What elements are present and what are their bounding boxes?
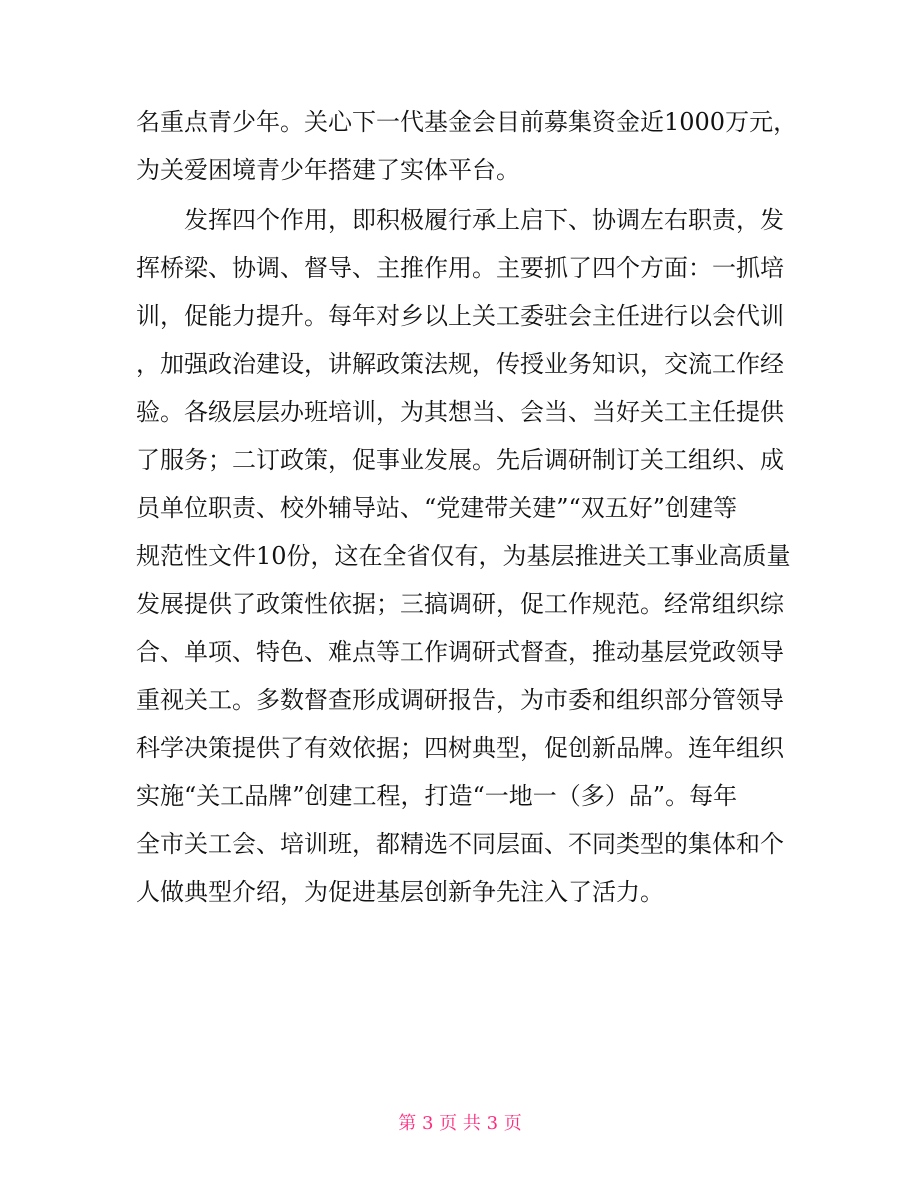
text-line-13-content: 重视关工。多数督查形成调研报告，为市委和组织部分管领导 [136, 686, 784, 714]
text-line-8 [0, 440, 920, 480]
text-line-11 [0, 584, 920, 624]
text-line-14 [0, 728, 920, 768]
text-line-13 [0, 680, 920, 720]
text-line-17-content: 人做典型介绍，为促进基层创新争先注入了活力。 [136, 878, 664, 906]
text-line-12 [0, 632, 920, 672]
text-line-16-content: 全市关工会、培训班，都精选不同层面、不同类型的集体和个 [136, 830, 784, 858]
text-line-4-content: 挥桥梁、协调、督导、主推作用。主要抓了四个方面：一抓培 [136, 254, 784, 282]
text-line-1-content: 名重点青少年。关心下一代基金会目前募集资金近1000万元， [136, 108, 798, 136]
text-line-6 [0, 344, 920, 384]
text-line-10 [0, 536, 920, 576]
text-line-5 [0, 296, 920, 336]
page-footer: 第 3 页 共 3 页 [398, 1113, 522, 1134]
text-line-11-content: 发展提供了政策性依据；三搞调研，促工作规范。经常组织综 [136, 590, 784, 618]
text-line-16 [0, 824, 920, 864]
text-line-17 [0, 872, 920, 912]
text-line-3 [0, 200, 920, 240]
text-line-1 [0, 102, 920, 142]
text-line-10-content: 规范性文件10份，这在全省仅有，为基层推进关工事业高质量 [136, 542, 791, 570]
text-line-15 [0, 776, 920, 816]
text-line-2-content: 为关爱困境青少年搭建了实体平台。 [136, 156, 520, 184]
text-line-4 [0, 248, 920, 288]
text-line-3-content: 发挥四个作用，即积极履行承上启下、协调左右职责，发 [184, 206, 784, 234]
text-line-2 [0, 150, 920, 190]
text-line-7-content: 验。各级层层办班培训，为其想当、会当、当好关工主任提供 [136, 398, 784, 426]
text-line-9-content: 员单位职责、校外辅导站、“党建带关建”“双五好”创建等 [136, 494, 738, 522]
text-line-12-content: 合、单项、特色、难点等工作调研式督查，推动基层党政领导 [136, 638, 784, 666]
text-line-6-content: ，加强政治建设，讲解政策法规，传授业务知识，交流工作经 [136, 350, 784, 378]
text-line-14-content: 科学决策提供了有效依据；四树典型，促创新品牌。连年组织 [136, 734, 784, 762]
text-line-5-content: 训，促能力提升。每年对乡以上关工委驻会主任进行以会代训 [136, 302, 784, 330]
text-line-8-content: 了服务；二订政策，促事业发展。先后调研制订关工组织、成 [136, 446, 784, 474]
text-line-9 [0, 488, 920, 528]
text-line-7 [0, 392, 920, 432]
text-line-15-content: 实施“关工品牌”创建工程，打造“一地一（多）品”。每年 [136, 782, 738, 810]
